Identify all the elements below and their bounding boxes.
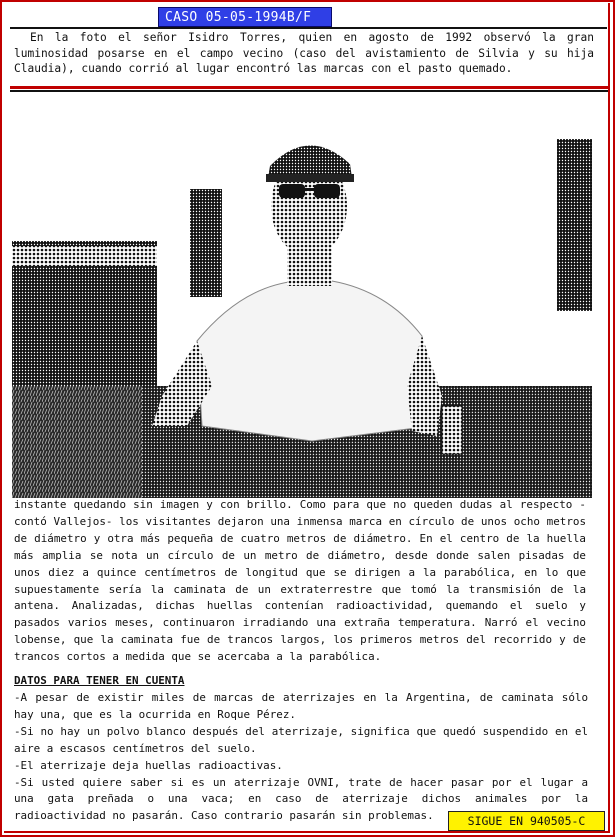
black-divider: [10, 90, 608, 92]
list-item: -A pesar de existir miles de marcas de aterrizajes en la Argentina, de caminata sólo hay una, que es la ocurrida en Roque Pérez.: [14, 691, 588, 721]
list-item: -El aterrizaje deja huellas radioactivas.: [14, 758, 283, 772]
facts-list: [14, 690, 588, 825]
case-label: CASO 05-05-1994B/F: [158, 7, 332, 27]
article-photo: [12, 96, 592, 498]
red-divider: [10, 86, 608, 89]
man-with-cap-and-sunglasses-photo: [12, 96, 592, 498]
photo-caption: En la foto el señor Isidro Torres, quien en agosto de 1992 observó la gran luminosidad posarse en el campo vecino (caso del avistamiento de Silvia y su hija Claudia), cuando corrió al lugar encontró las marcas con el pasto quemado.: [14, 31, 594, 75]
list-item: -Si usted quiere saber si es un aterrizaje OVNI, trate de hacer pasar por el lugar a una gata preñada o una vaca; en caso de aterrizaje dichos animales por la radioactividad no pasarán. Caso contrario pasarán sin problemas.: [14, 775, 588, 823]
section-title: DATOS PARA TENER EN CUENTA: [14, 674, 185, 687]
list-item: -Si no hay un polvo blanco después del aterrizaje, significa que quedó suspendido en el aire a escasos centímetros del suelo.: [14, 724, 588, 755]
top-rule: [10, 27, 607, 29]
continues-label: SIGUE EN 940505-C: [448, 811, 605, 831]
article-body: instante quedando sin imagen y con brillo. Como para que no queden dudas al respecto -contó Vallejos- los visitantes dejaron una inmensa marca en círculo de unos ocho metros de diámetro y otra más pequeña de cuatro metros de diámetro. En el centro de la huella más amplia se nota un círculo de un metro de diámetro, desde donde salen pisadas de unos diez a quince centímetros de longitud que se dirigen a la parabólica, en lo que supuestamente sería la caminata de un extraterrestre que tomó la transmisión de la antena. Analizadas, dichas huellas contenían radioactividad, quemando el suelo y pasados varios meses, continuaron irradiando una extraña temperatura. Narró el vecino lobense, que la caminata fue de trancos largos, los primeros metros del recorrido y de trancos cortos a medida que se acercaba a la parabólica.: [14, 498, 586, 664]
